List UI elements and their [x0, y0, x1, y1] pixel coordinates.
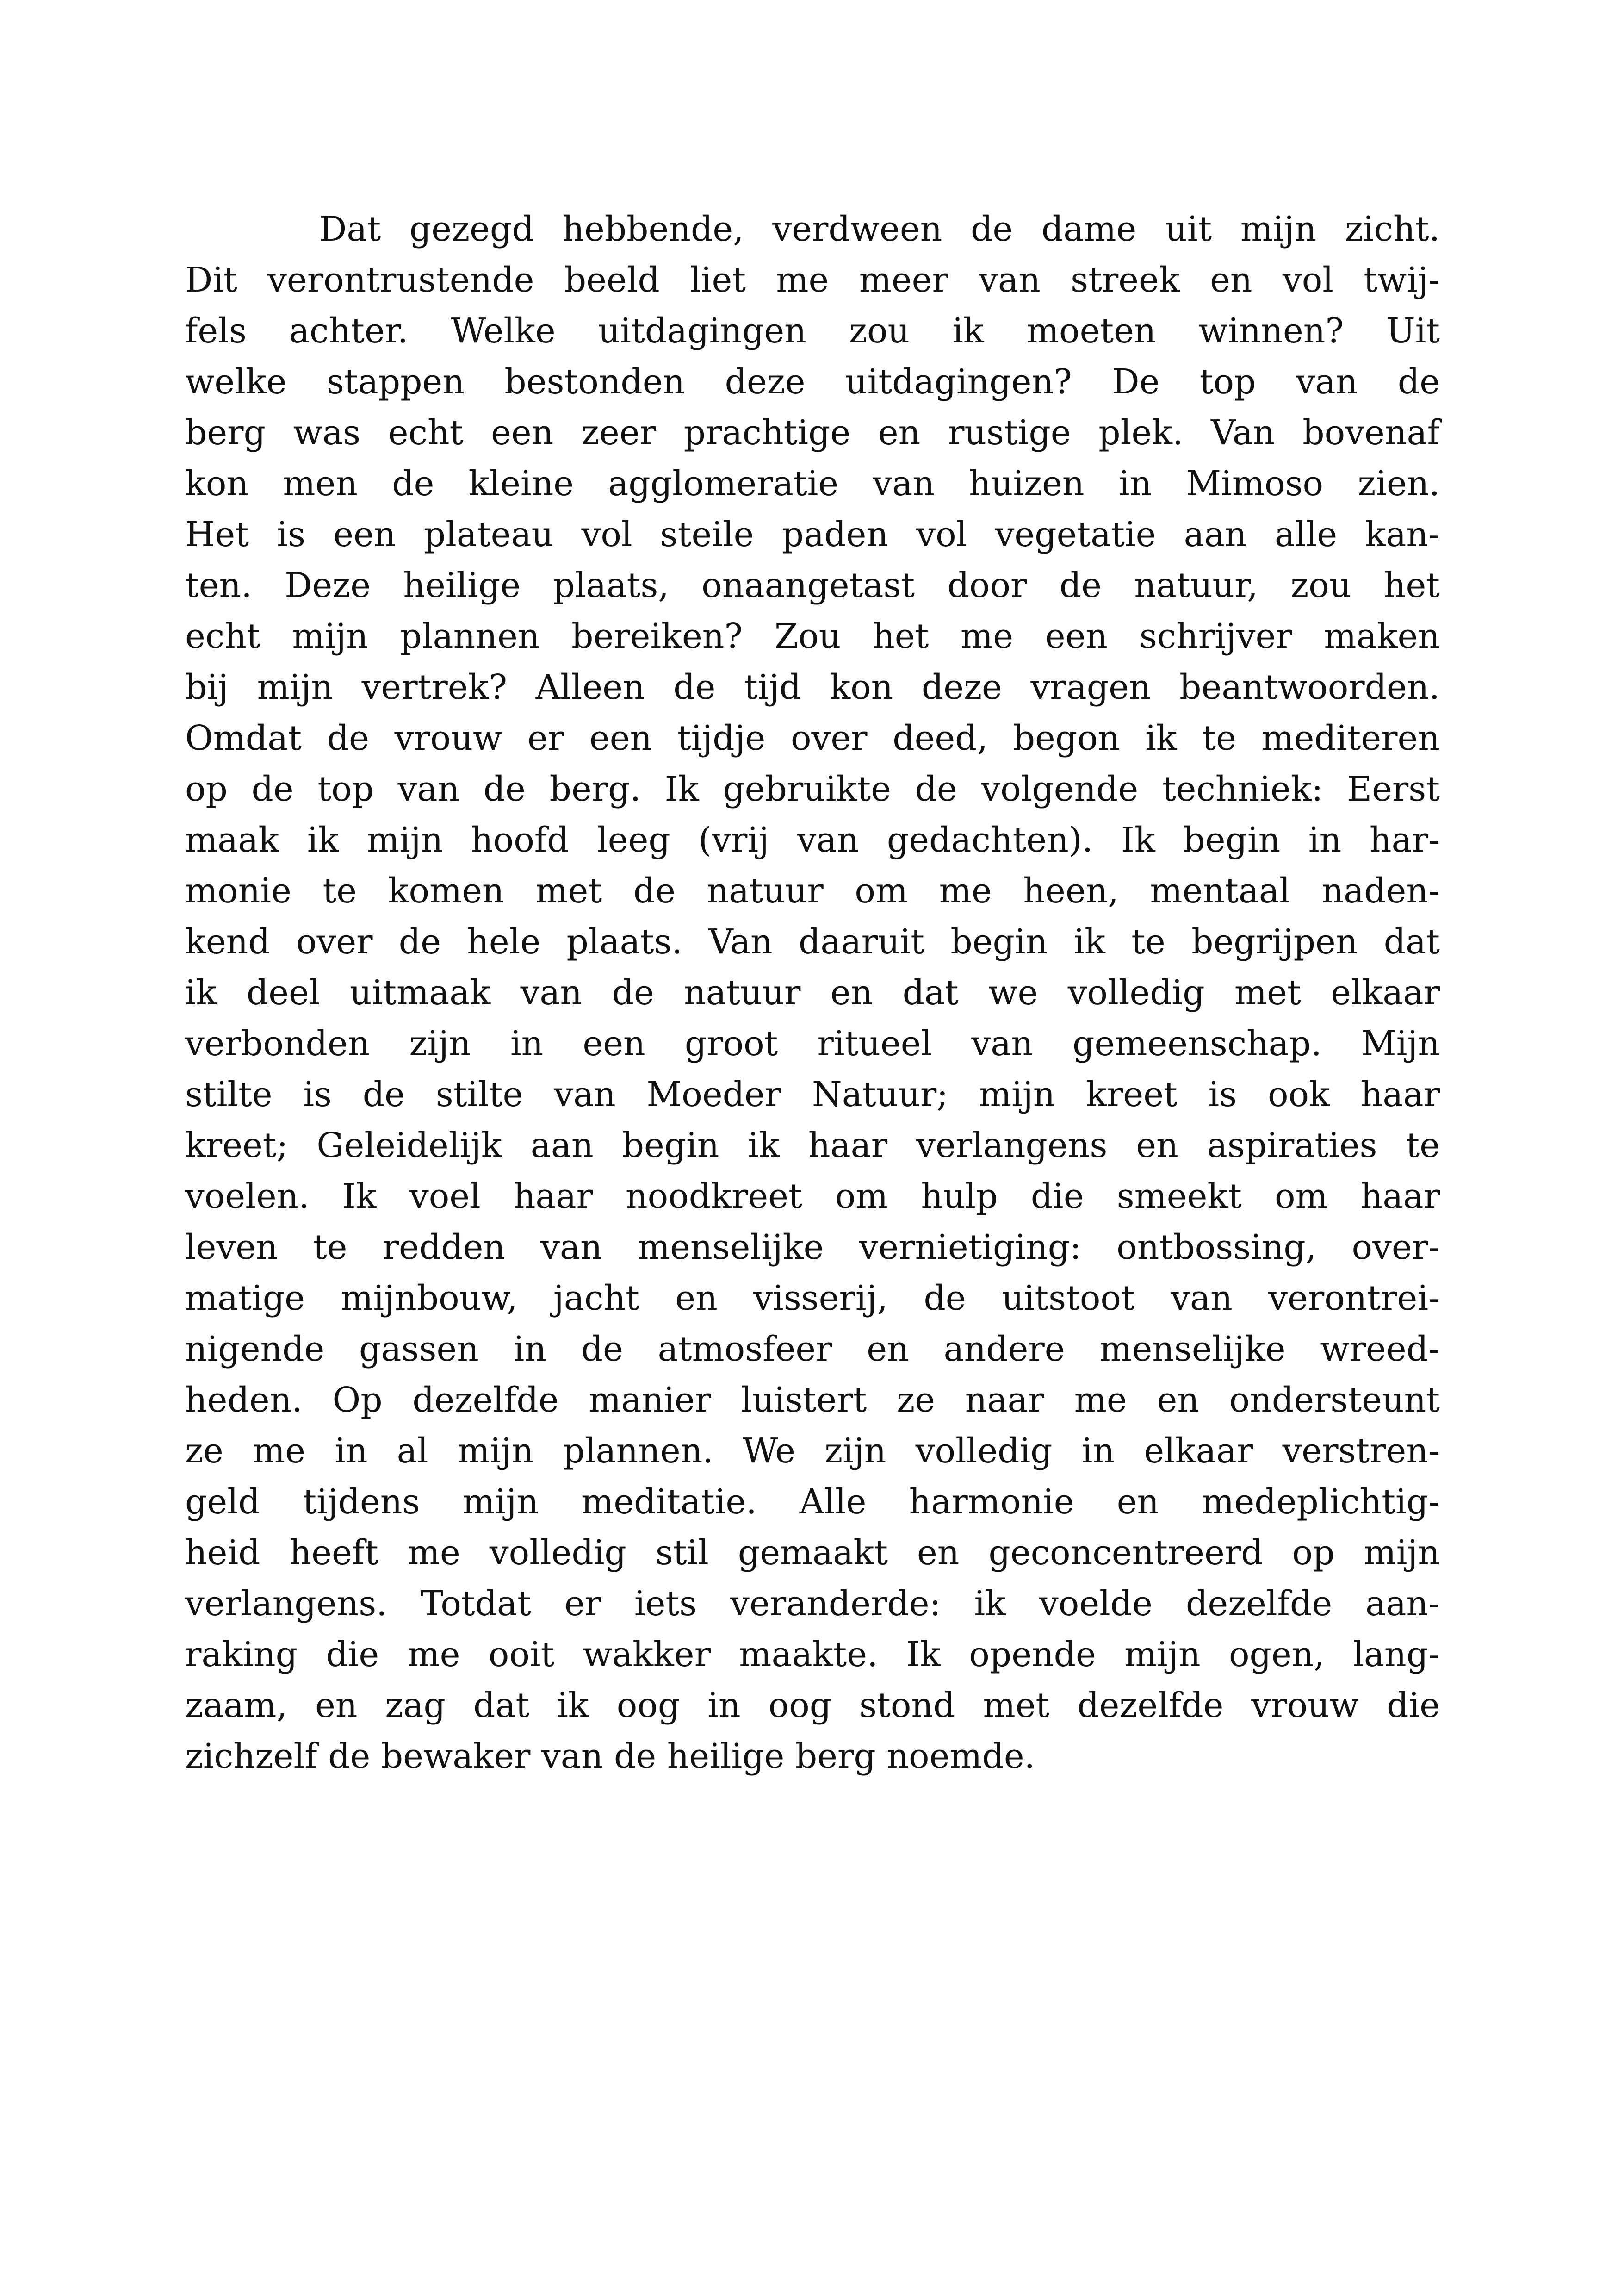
paragraph-line: welke stappen bestonden deze uitdagingen? De top van de — [185, 362, 1440, 402]
paragraph-line: verlangens. Totdat er iets veranderde: ik voelde dezelfde aan- — [185, 1584, 1440, 1624]
paragraph-line: leven te redden van menselijke vernietiging: ontbossing, over- — [185, 1227, 1440, 1267]
paragraph-line: Omdat de vrouw er een tijdje over deed, begon ik te mediteren — [185, 718, 1440, 758]
paragraph-line: zichzelf de bewaker van de heilige berg noemde. — [185, 1736, 1035, 1776]
paragraph-line: zaam, en zag dat ik oog in oog stond met dezelfde vrouw die — [185, 1686, 1440, 1725]
paragraph-line: maak ik mijn hoofd leeg (vrij van gedachten). Ik begin in har- — [185, 820, 1440, 860]
paragraph-line: kon men de kleine agglomeratie van huizen in Mimoso zien. — [185, 464, 1440, 504]
paragraph-line: stilte is de stilte van Moeder Natuur; mijn kreet is ook haar — [185, 1075, 1440, 1114]
paragraph-line: heden. Op dezelfde manier luistert ze naar me en ondersteunt — [185, 1380, 1440, 1420]
paragraph-line: echt mijn plannen bereiken? Zou het me een schrijver maken — [185, 616, 1440, 656]
paragraph-line: monie te komen met de natuur om me heen, mentaal naden- — [185, 871, 1440, 911]
paragraph-line: bij mijn vertrek? Alleen de tijd kon deze vragen beantwoorden. — [185, 667, 1440, 707]
paragraph-line: Dit verontrustende beeld liet me meer van streek en vol twij- — [185, 260, 1440, 300]
paragraph-line: heid heeft me volledig stil gemaakt en geconcentreerd op mijn — [185, 1533, 1440, 1573]
paragraph-line: voelen. Ik voel haar noodkreet om hulp die smeekt om haar — [185, 1176, 1440, 1216]
paragraph-line: ten. Deze heilige plaats, onaangetast door de natuur, zou het — [185, 566, 1440, 605]
paragraph-line: raking die me ooit wakker maakte. Ik opende mijn ogen, lang- — [185, 1635, 1440, 1674]
paragraph-line: geld tijdens mijn meditatie. Alle harmonie en medeplichtig- — [185, 1482, 1440, 1522]
paragraph-line: berg was echt een zeer prachtige en rustige plek. Van bovenaf — [185, 413, 1440, 453]
paragraph-line: Het is een plateau vol steile paden vol vegetatie aan alle kan- — [185, 515, 1440, 554]
paragraph-line: kend over de hele plaats. Van daaruit begin ik te begrijpen dat — [185, 922, 1440, 962]
paragraph-line: Dat gezegd hebbende, verdween de dame uit mijn zicht. — [319, 209, 1440, 249]
body-paragraph — [185, 204, 1440, 1782]
paragraph-line: ik deel uitmaak van de natuur en dat we volledig met elkaar — [185, 973, 1440, 1013]
paragraph-line: fels achter. Welke uitdagingen zou ik moeten winnen? Uit — [185, 311, 1440, 351]
paragraph-line: verbonden zijn in een groot ritueel van gemeenschap. Mijn — [185, 1024, 1440, 1064]
paragraph-line: op de top van de berg. Ik gebruikte de volgende techniek: Eerst — [185, 769, 1440, 809]
paragraph-line: matige mijnbouw, jacht en visserij, de uitstoot van verontrei- — [185, 1278, 1440, 1318]
paragraph-line: nigende gassen in de atmosfeer en andere menselijke wreed- — [185, 1329, 1440, 1369]
paragraph-line: ze me in al mijn plannen. We zijn volledig in elkaar verstren- — [185, 1431, 1440, 1471]
paragraph-line: kreet; Geleidelijk aan begin ik haar verlangens en aspiraties te — [185, 1126, 1440, 1165]
